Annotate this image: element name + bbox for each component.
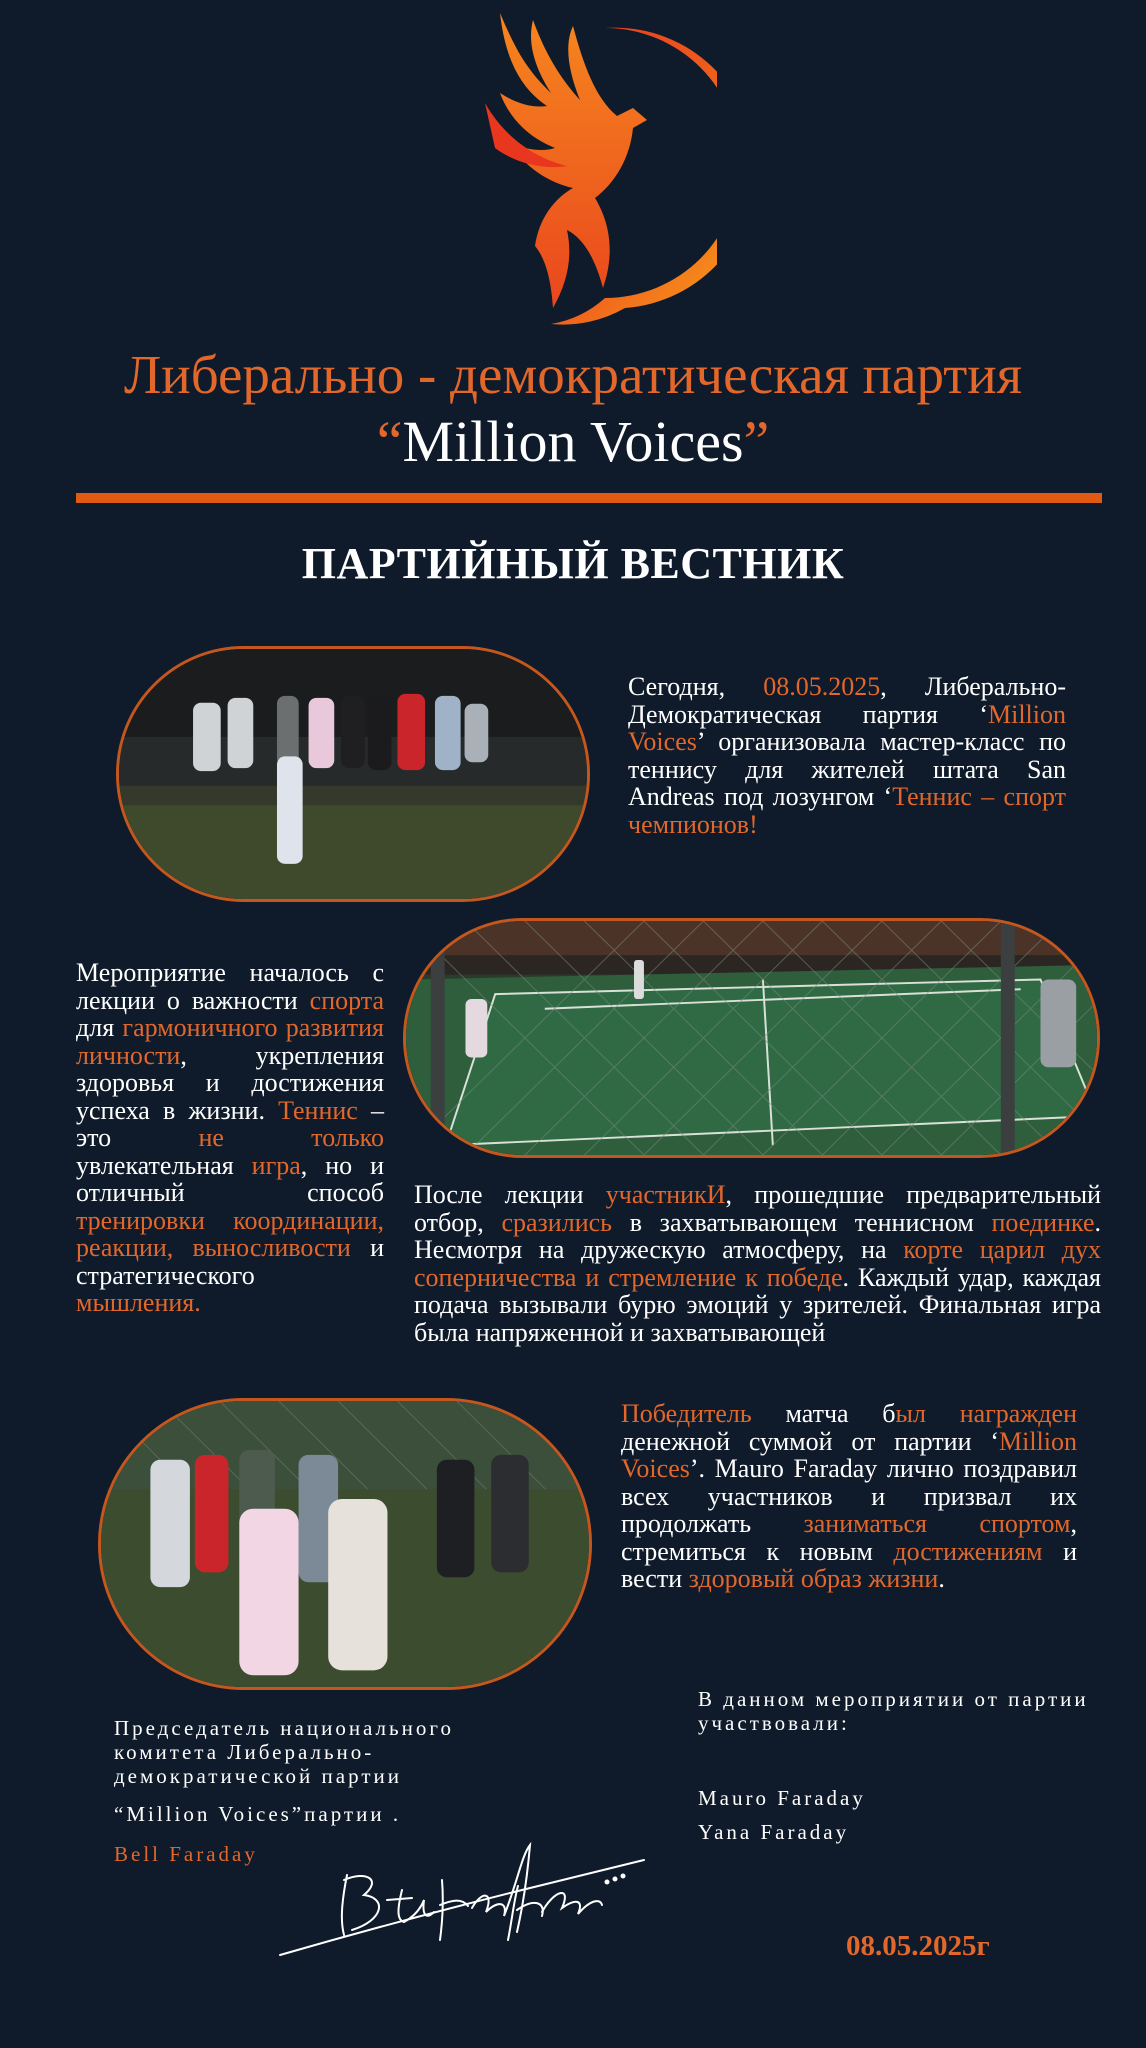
body-text: ’ организовала мастер-класс по теннису для жителей штата San Andreas под лозунгом ‘	[628, 727, 1066, 811]
body-text: для	[76, 1013, 123, 1042]
handwritten-signature-icon	[272, 1820, 652, 1970]
footer-date: 08.05.2025г	[846, 1930, 990, 1962]
body-text: После лекции	[414, 1180, 606, 1209]
highlight-text: гармоничного развития личности	[76, 1013, 384, 1070]
highlight-text: Million Voices	[621, 1426, 1077, 1483]
highlight-text: участникИ	[605, 1180, 726, 1209]
highlight-text: мышления.	[76, 1288, 201, 1317]
highlight-text: Million Voices	[628, 699, 1066, 756]
highlight-text: ыл награжден	[895, 1399, 1077, 1428]
intro-paragraph	[628, 673, 1066, 838]
header-divider	[76, 493, 1102, 503]
highlight-text: 08.05.2025	[763, 672, 881, 701]
body-text: ’. Mauro Faraday лично поздравил всех участников и призвал их продолжать	[621, 1454, 1077, 1538]
body-text: и вести	[621, 1536, 1077, 1593]
body-text: , укрепления здоровья и достижения успеха в жизни.	[76, 1040, 384, 1125]
highlight-text: здоровый образ жизни	[688, 1564, 939, 1593]
body-text: . Несмотря на дружескую атмосферу, на	[414, 1207, 1102, 1264]
party-name: “Million Voices”	[376, 409, 770, 474]
highlight-text: Победитель	[621, 1399, 752, 1428]
highlight-text: Теннис	[278, 1095, 358, 1125]
body-text: и стратегического	[76, 1233, 384, 1290]
highlight-text: сразились	[501, 1207, 613, 1237]
body-text: денежной суммой от партии ‘	[621, 1426, 999, 1456]
lecture-paragraph	[76, 959, 384, 1317]
phoenix-logo-icon	[455, 8, 717, 336]
highlight-text: корте царил дух соперничества и стремление к победе	[414, 1235, 1101, 1292]
highlight-text: не только	[198, 1123, 384, 1152]
highlight-text: заниматься спортом	[803, 1509, 1071, 1538]
body-text: , прошедшие предварительный отбор,	[414, 1180, 1101, 1237]
winner-paragraph	[621, 1400, 1077, 1593]
body-text: . Каждый удар, каждая подача вызывали бурю эмоций у зрителей. Финальная игра была напряженной и захватывающей	[414, 1262, 1101, 1347]
body-text: увлекательная	[76, 1150, 252, 1180]
participants-block	[698, 1687, 1098, 1849]
group-photo-image	[116, 646, 590, 902]
highlight-text: достижениям	[893, 1536, 1043, 1566]
highlight-text: спорта	[309, 985, 384, 1015]
winners-group-photo-image	[98, 1398, 592, 1690]
body-text: , Либерально-Демократическая партия ‘	[628, 672, 1066, 729]
highlight-text: игра	[251, 1150, 301, 1180]
participants-heading: В данном мероприятии от партии участвовали:	[698, 1687, 1089, 1735]
match-paragraph	[414, 1181, 1101, 1346]
highlight-text: Теннис – спорт чемпионов!	[628, 782, 1067, 839]
chairman-name: Bell Faraday	[114, 1842, 258, 1866]
body-text: Сегодня,	[628, 672, 764, 701]
party-name-text: Million Voices	[402, 409, 744, 474]
body-text: , но и отличный способ	[76, 1150, 385, 1207]
party-title: Либерально - демократическая партия	[123, 344, 1023, 405]
bulletin-heading: ПАРТИЙНЫЙ ВЕСТНИК	[301, 539, 845, 588]
participant-name: Mauro Faraday	[698, 1786, 866, 1810]
body-text: матча б	[751, 1399, 896, 1428]
participant-name: Yana Faraday	[698, 1820, 850, 1844]
body-text: в захватывающем теннисном	[612, 1207, 992, 1237]
highlight-text: поединке	[991, 1207, 1095, 1237]
body-text: .	[938, 1564, 945, 1593]
chairman-party: “Million Voices”партии .	[114, 1802, 402, 1826]
highlight-text: тренировки координации, реакции, выносливости	[76, 1205, 384, 1262]
chairman-title: Председатель национального комитета Либерально-демократической партии	[114, 1716, 454, 1788]
body-text: Мероприятие началось с лекции о важности	[76, 958, 384, 1015]
tennis-court-photo-image	[403, 918, 1100, 1158]
body-text: , стремиться к новым	[621, 1509, 1078, 1566]
body-text: – это	[76, 1095, 384, 1152]
